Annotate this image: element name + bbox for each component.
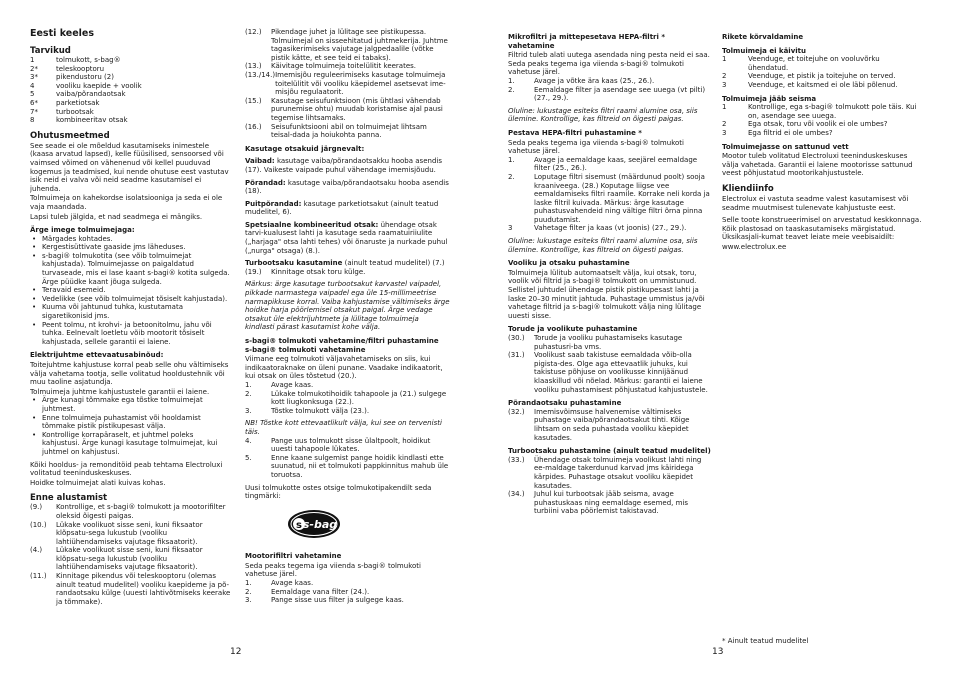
bullet-item (30, 243, 233, 252)
bullet-item (30, 235, 233, 244)
item-marker: (32.) (508, 407, 525, 416)
item-marker: (13.) (245, 62, 262, 71)
bullet-item (30, 396, 233, 413)
item-marker: • (32, 251, 37, 260)
numbered-item (245, 97, 450, 123)
item-text: Pange sisse uus filter ja sulgege kaas. (271, 596, 404, 605)
paragraph: Seda peaks tegema iga viienda s-bagi® tolmukoti vahetuse järel. (245, 561, 421, 579)
item-text: Peent tolmu, nt krohvi- ja betoonitolmu, jahu või tuhka. Eelnevalt loetletu võib mootorit tõsiselt kahjustada, sellele garantii ei laiene. (42, 320, 212, 346)
item-text: Imemisvõimsuse halvenemise vältimiseks puhastage vaiba/põrandaotsakut tihti. Kõige lihtsam on seda puhastada vooliku käepidet kasutades. (534, 407, 690, 442)
paragraph-text: kasutage parketiotsakut (ainult teatud mudelitel, 6). (245, 199, 439, 217)
item-marker: 2 (722, 72, 727, 81)
subheading: Pestava HEPA-filtri puhastamine * (508, 128, 642, 137)
numbered-item (245, 454, 450, 480)
paragraph: Electrolux ei vastuta seadme valest kasutamisest või seadme muutmisest tulenevate kahjustuste eest. (722, 194, 909, 212)
item-marker: 2. (245, 587, 252, 596)
subheading: Turbootsaku puhastamine (ainult teatud mudelitel) (508, 447, 711, 456)
item-marker: 1 (722, 103, 727, 112)
item-marker: (13./14.) (245, 70, 276, 79)
item-marker: 2 (722, 120, 727, 129)
item-text: Kergestisüttivate gaaside jms läheduses. (42, 243, 186, 252)
item-text: Kasutage seisufunktsioon (mis ühtlasi vähendab purunemise ohtu) muudab koristamise ajal pausi tegemise lihtsamaks. (271, 96, 443, 122)
note: Oluline: lukustage esiteks filtri raami alumine osa, siis ülemine. Kontrollige, kas filtreid on õigesti paigas. (508, 237, 698, 254)
item-marker: 3. (245, 596, 252, 605)
subheading: Mikrofiltri ja mittepesetava HEPA-filtri * vahetamine (508, 33, 665, 50)
item-text: Avage ja eemaldage kaas, seejärel eemaldage filter (25., 26.). (534, 155, 698, 173)
paragraph (245, 221, 450, 255)
item-marker: 3 (508, 224, 513, 233)
item-marker: 2* (30, 64, 38, 73)
paragraph: See seade ei ole mõeldud kasutamiseks inimestele (kaasa arvatud lapsed), kelle füüsilised, sensoorsed või vaimsed võimed on vähenenud või kellel puuduvad kogemus ja teadmised, kui nende ohutuse eest vastutav isik neid ei valva või neid seadme kasutamisel ei juhenda. (30, 141, 229, 193)
paragraph: www.electrolux.ee (722, 242, 787, 251)
label-bold: Spetsiaalne kombineeritud otsak: (245, 220, 379, 229)
item-text: turbootsak (56, 107, 94, 116)
item-marker: • (32, 286, 37, 295)
numbered-item (245, 596, 450, 605)
paragraph: Seda peaks tegema iga viienda s-bagi® tolmukoti vahetuse järel. (508, 138, 684, 156)
item-text: vooliku kaepide + voolik (56, 81, 142, 90)
item-marker: (9.) (30, 503, 43, 512)
paragraph: Lapsi tuleb jälgida, et nad seadmega ei mängiks. (30, 212, 203, 221)
subheading: Tolmuimeja jääb seisma (722, 94, 817, 103)
item-marker: (30.) (508, 334, 525, 342)
item-text: Märgades kohtades. (42, 234, 113, 243)
item-marker: • (32, 243, 37, 252)
numbered-item (508, 334, 713, 351)
numbered-item (508, 224, 713, 233)
paragraph-text: kasutage vaiba/põrandaotsaku hooba asendis (18). (245, 178, 449, 196)
subheading: Vooliku ja otsaku puhastamine (508, 259, 630, 268)
paragraph: Tolmuimeja juhtme kahjustustele garantii ei laiene. (30, 387, 210, 396)
item-marker: (12.) (245, 28, 262, 36)
item-text: Lükake voolikuot sisse seni, kuni fiksaator klõpsatu-sega lukustub (vooliku lahtiühendamiseks vajutage fiksaatorit). (56, 546, 203, 572)
item-marker: 7* (30, 107, 38, 116)
numbered-item (245, 390, 450, 407)
page-number-right: 13 (712, 647, 724, 657)
subheading: Mootorifiltri vahetamine (245, 552, 342, 561)
s-bag-logo-icon (287, 509, 341, 539)
item-marker: (16.) (245, 122, 262, 131)
item-text: Kontrollige korrapäraselt, et juhtmel poleks kahjustusi. Ärge kunagi kasutage tolmuimejat, kui juhtmel on kahjustusi. (42, 430, 218, 456)
numbered-item (245, 381, 450, 390)
column-3 (508, 28, 713, 516)
item-text: pikendustoru (2) (56, 73, 114, 82)
paragraph: Toitejuhtme kahjustuse korral peab selle ohu vältimiseks välja vahetama tootja, selle volitatud hooldustehnik või muu taoline asjatundja. (30, 361, 229, 387)
section-heading: Tarvikud (30, 46, 71, 56)
label-bold: Puitpõrandad: (245, 199, 302, 208)
item-text: Teravaid esemeid. (42, 286, 106, 295)
item-text: Imemisjõu reguleerimiseks kasutage tolmuimeja toitelülitit või vooliku käepidemel asetsevat ime-misjõu regulaatorit. (275, 70, 446, 97)
section-heading: Kliendiinfo (722, 183, 774, 194)
item-text: Enne kaane sulgemist pange hoidik kindlasti ette suunatud, nii et tolmukoti pappkinnitus mahub üle toruotsa. (271, 453, 449, 479)
numbered-item (30, 90, 233, 99)
item-text: parketiotsak (56, 98, 100, 107)
item-text: kombineeritav otsak (56, 116, 128, 125)
paragraph: Kõiki hooldus- ja remonditöid peab tehtama Electroluxi volitatud teeninduskeskuses. (30, 460, 223, 478)
item-text: Ühendage otsak tolmuimeja voolikust lahti ning ee-maldage takerdunud karvad jms käiridega kärpides. Puhastage otsakut vooliku käepidet kasutades. (534, 455, 702, 490)
section-heading: Ohutusmeetmed (30, 130, 110, 141)
section-heading: Enne alustamist (30, 493, 108, 504)
item-marker: (31.) (508, 351, 525, 360)
item-text: Kinnitage pikendus või teleskooptoru (olemas ainult teatud mudelitel) vooliku kaepideme ja põ-randaotsaku külge (uuesti lahtivõtmiseks keerake ja tõmmake). (56, 572, 231, 606)
item-text: Avage kaas. (271, 579, 314, 588)
numbered-item (722, 103, 922, 120)
note: Oluline: lukustage esiteks filtri raami alumine osa, siis ülemine. Kontrollige, kas filtreid on õigesti paigas. (508, 106, 698, 124)
item-marker: 4. (245, 436, 252, 445)
item-text: Juhul kui turbootsak jääb seisma, avage puhastuskaas ning eemaldage esemed, mis turbiini vaba pöörlemist takistavad. (534, 490, 689, 516)
item-text: Lükake tolmukotihoidik tahapoole ja (21.) sulgege kott liugkonksuga (22.). (271, 389, 447, 407)
item-text: teleskooptoru (56, 64, 105, 73)
item-text: Veenduge, et pistik ja toitejuhe on terved. (748, 72, 896, 81)
numbered-item (30, 108, 233, 117)
item-text: Pange uus tolmukott sisse ülaltpoolt, hoidikut uuesti tahapoole lükates. (271, 436, 431, 454)
item-text: Eemaldage filter ja asendage see uuega (vt pilti) (27., 29.). (534, 85, 706, 103)
numbered-item (245, 407, 450, 416)
subheading: s-bagi® tolmukoti vahetamine (245, 345, 366, 354)
item-text: Kuuma või jahtunud tuhka, kustutamata sigaretikonisid jms. (42, 303, 184, 321)
numbered-item (508, 456, 713, 490)
numbered-item (245, 62, 450, 71)
paragraph: Mootor tuleb volitatud Electroluxi teeninduskeskuses välja vahetada. Garantii ei laiene mootorisse sattunud veest põhjustatud mootorikahjustustele. (722, 152, 913, 178)
numbered-item (508, 77, 713, 86)
item-marker: • (32, 396, 37, 405)
item-marker: 6* (30, 98, 38, 107)
paragraph: Viimane eeg tolmukoti väljavahetamiseks on siis, kui indikaatoraknake on üleni punane. Vaadake indikaatorit, kui otsak on üles tõstetud (20.). (245, 355, 443, 381)
numbered-item (722, 72, 922, 81)
item-marker: 1. (245, 380, 252, 389)
svg-text:s: s (296, 519, 302, 531)
numbered-item (508, 86, 713, 103)
item-text: s-bagi® tolmukotita (see võib tolmuimejat kahjustada). Tolmuimejasse on paigaldatud turvaseade, mis ei lase kaant s-bagi® kotita sulgeda. Ärge püüdke kaant jõuga sulgeda. (42, 251, 230, 286)
item-marker: 8 (30, 116, 35, 125)
page-number-left: 12 (230, 647, 242, 657)
subheading: Elektrijuhtme ettevaatusabinõud: (30, 351, 164, 360)
numbered-item (30, 56, 233, 65)
subheading: Tolmuimejasse on sattunud vett (722, 142, 849, 151)
item-marker: (34.) (508, 490, 525, 499)
item-marker: • (32, 294, 37, 303)
item-marker: 2. (245, 389, 252, 398)
item-marker: (11.) (30, 572, 47, 581)
item-marker: (10.) (30, 520, 47, 529)
paragraph (245, 179, 450, 196)
numbered-item (30, 73, 233, 82)
paragraph (245, 157, 450, 174)
note: Märkus: ärge kasutage turbootsakut karvastel vaipadel, pikkade narmastega vaipadel ega üle 15-millimeetrise narmapikkuse korral. Vaiba kahjustamise vältimiseks ärge hoidke harja pöörlemisel otsakut paigal. Ärge vedage otsakut üle elektrijuhtmete ja lülitage tolmuimeja kindlasti pärast kasutamist kohe välja. (245, 280, 450, 332)
item-text: Kinnitage otsak toru külge. (271, 267, 366, 276)
item-marker: • (32, 413, 37, 422)
numbered-item (508, 173, 713, 225)
item-text: Vedelikke (see võib tolmuimejat tõsiselt kahjustada). (42, 294, 228, 303)
item-text: Enne tolmuimeja puhastamist või hooldamist tõmmake pistik pistikupesast välja. (42, 413, 201, 431)
item-marker: • (32, 430, 37, 439)
numbered-item (245, 268, 450, 277)
paragraph-text: kasutage vaiba/põrandaotsakku hooba asendis (17). Vaikeste vaipade puhul vähendage imemisjõudu. (245, 157, 442, 174)
item-marker: • (32, 320, 37, 329)
section-title: Eesti keeles (30, 28, 94, 39)
item-text: Ega otsak, toru või voolik ei ole umbes? (748, 120, 888, 129)
item-marker: 3 (722, 128, 727, 137)
item-text: vaiba/põrandaotsak (56, 90, 126, 99)
bullet-item (30, 321, 233, 347)
paragraph: Filtrid tuleb alati uutega asendada ning pesta neid ei saa. Seda peaks tegema iga viienda s-bagi® tolmukoti vahetuse järel. (508, 51, 710, 77)
item-marker: 1. (245, 579, 252, 588)
numbered-item (245, 437, 450, 454)
item-marker: 1 (30, 56, 35, 64)
item-marker: 1. (508, 155, 515, 164)
item-marker: (4.) (30, 546, 43, 555)
bullet-item (30, 414, 233, 431)
item-text: Veenduge, et toitejuhe on vooluvõrku ühendatud. (748, 55, 880, 72)
label-bold: Vaibad: (245, 157, 275, 166)
item-marker: • (32, 234, 37, 243)
item-text: Kontrollige, ega s-bagi® tolmukott pole täis. Kui on, asendage see uuega. (748, 103, 917, 120)
numbered-item (722, 81, 922, 90)
bullet-item (30, 295, 233, 304)
subheading: Tolmuimeja ei käivitu (722, 46, 806, 55)
numbered-item (722, 120, 922, 129)
paragraph: Tolmuimeja lülitub automaatselt välja, kui otsak, toru, voolik või filtrid ja s-bagi® tolmukott on ummistunud. Sellistel juhtudel ühendage pistik pistikupesast lahti ja laske 20–30 minutit jahtuda. Puhastage ummistus ja/või vahetage filtrid ja s-bagi® tolmukott välja ning lülitage uuesti sisse. (508, 268, 705, 320)
column-1 (30, 28, 233, 606)
subheading: s-bagi® tolmukoti vahetamine/filtri puhastamine (245, 337, 439, 345)
item-marker: 3. (245, 406, 252, 415)
numbered-item (245, 28, 450, 62)
numbered-item (30, 546, 233, 572)
item-marker: (15.) (245, 96, 262, 105)
column-4 (722, 28, 922, 251)
item-marker: 4 (30, 81, 35, 90)
item-marker: 2. (508, 172, 515, 181)
note: NB! Tõstke kott ettevaatlikult välja, kui see on tervenisti täis. (245, 419, 442, 436)
item-text: Ega filtrid ei ole umbes? (748, 128, 833, 137)
item-marker: (19.) (245, 267, 262, 276)
numbered-item (30, 116, 233, 125)
item-text: Kontrollige, et s-bagi® tolmukott ja mootorifilter oleksid õigesti paigas. (56, 503, 226, 520)
item-text: Lükake voolikuot sisse seni, kuni fiksaator klõpsatu-sega lukustub (vooliku lahtiühendamiseks vajutage fiksaatorit). (56, 520, 203, 546)
item-text: tolmukott, s-bag® (56, 56, 121, 64)
item-text: Tõstke tolmukott välja (23.). (271, 406, 370, 415)
column-2 (245, 28, 450, 605)
item-text: Pikendage juhet ja lülitage see pistikupessa. Tolmuimejal on sisseehitatud juhtmekerija. Juhtme tagasikerimiseks vajutage jalgpedaalile (võtke pistik kätte, et see teid ei tabaks). (271, 28, 448, 62)
item-marker: 3 (722, 80, 727, 89)
paragraph: Hoidke tolmuimejat alati kuivas kohas. (30, 478, 166, 487)
numbered-item (722, 55, 922, 72)
item-marker: 1. (508, 76, 515, 85)
footnote: * Ainult teatud mudelitel (722, 637, 809, 645)
subheading: Torude ja voolikute puhastamine (508, 325, 638, 334)
numbered-item (245, 71, 450, 97)
item-marker: 1 (722, 55, 727, 64)
item-text: Seisufunktsiooni abil on tolmuimejat lihtsam teisal-dada ja hoiukohta panna. (271, 122, 427, 140)
item-text: Ärge kunagi tõmmake ega tõstke tolmuimejat juhtmest. (42, 396, 203, 413)
paragraph (245, 259, 450, 268)
item-text: Avage kaas. (271, 380, 314, 389)
item-marker: 3* (30, 73, 38, 82)
s-bag-logo-text: s-bag (302, 517, 338, 531)
label-bold: Turbootsaku kasutamine (245, 259, 343, 268)
item-marker: • (32, 303, 37, 312)
item-text: Veenduge, et kaitsmed ei ole läbi põlenud. (748, 80, 898, 89)
paragraph: Tolmuimeja on kahekordse isolatsiooniga ja seda ei ole vaja maandada. (30, 194, 223, 211)
bullet-item (30, 252, 233, 286)
numbered-item (508, 408, 713, 442)
numbered-item (30, 572, 233, 606)
label-bold: Põrandad: (245, 178, 286, 187)
paragraph (245, 200, 450, 217)
paragraph: Uusi tolmukotte ostes otsige tolmukotipakendilt seda tingmärki: (245, 483, 432, 501)
numbered-item (30, 65, 233, 74)
subheading: Rikete kõrvaldamine (722, 33, 804, 41)
paragraph-text: ühendage otsak tarvi-kualusest lahti ja kasutage seda raamatuiriiulite („harjaga" otsa lahti tehes) või õnaruste ja nurkade puhul („nurga" otsaga) (8.). (245, 220, 448, 255)
item-text: Käivitage tolmuimeja toitelülitit keerates. (271, 62, 417, 71)
item-marker: (33.) (508, 455, 525, 464)
numbered-item (245, 579, 450, 588)
numbered-item (722, 129, 922, 138)
item-text: Avage ja võtke ära kaas (25., 26.). (534, 76, 655, 85)
item-text: Torude ja vooliku puhastamiseks kasutage puhastusri-ba vms. (534, 334, 683, 351)
numbered-item (508, 490, 713, 516)
item-marker: 5. (245, 453, 252, 462)
numbered-item (508, 351, 713, 394)
item-text: Voolikust saab takistuse eemaldada võib-olla pigista-des. Olge aga ettevaatlik juhuks, kui takistuse põhjuse on voolikusse kinnijäänud klaaskillud või nõelad. Märkus: garantii ei laiene vooliku puhastamisest põhjustatud kahjustustele. (534, 351, 708, 394)
bullet-item (30, 431, 233, 457)
paragraph: Selle toote konstrueerimisel on arvestatud keskkonnaga. Kõik plastosad on taaskasutamiseks märgistatud. Üksikasjali-kumat teavet leiate meie veebisaidilt: (722, 216, 922, 242)
subheading: Kasutage otsakuid järgnevalt: (245, 144, 365, 153)
numbered-item (508, 156, 713, 173)
bullet-item (30, 286, 233, 295)
item-text: Vahetage filter ja kaas (vt joonis) (27., 29.). (534, 224, 687, 233)
subheading: Ärge imege tolmuimejaga: (30, 226, 135, 235)
numbered-item (30, 521, 233, 547)
item-text: Loputage filtri sisemust (määrdunud poolt) sooja kraaniveega. (28.) Koputage liigse vee eemaldamiseks filtri raamile. Korrake neli korda ja laske filtril kuivada. Märkus: ärge kasutage puhastusvahendeid ning vältige filtri õrna pinna puudutamist. (534, 172, 710, 224)
item-marker: 5 (30, 90, 35, 99)
item-text: Eemaldage vana filter (24.). (271, 587, 370, 596)
paragraph-text: (ainult teatud mudelitel) (7.) (344, 259, 445, 268)
item-marker: 2. (508, 85, 515, 94)
numbered-item (245, 123, 450, 140)
numbered-item (30, 82, 233, 91)
subheading: Põrandaotsaku puhastamine (508, 399, 622, 408)
numbered-item (30, 99, 233, 108)
bullet-item (30, 303, 233, 320)
numbered-item (245, 588, 450, 597)
numbered-item (30, 503, 233, 520)
